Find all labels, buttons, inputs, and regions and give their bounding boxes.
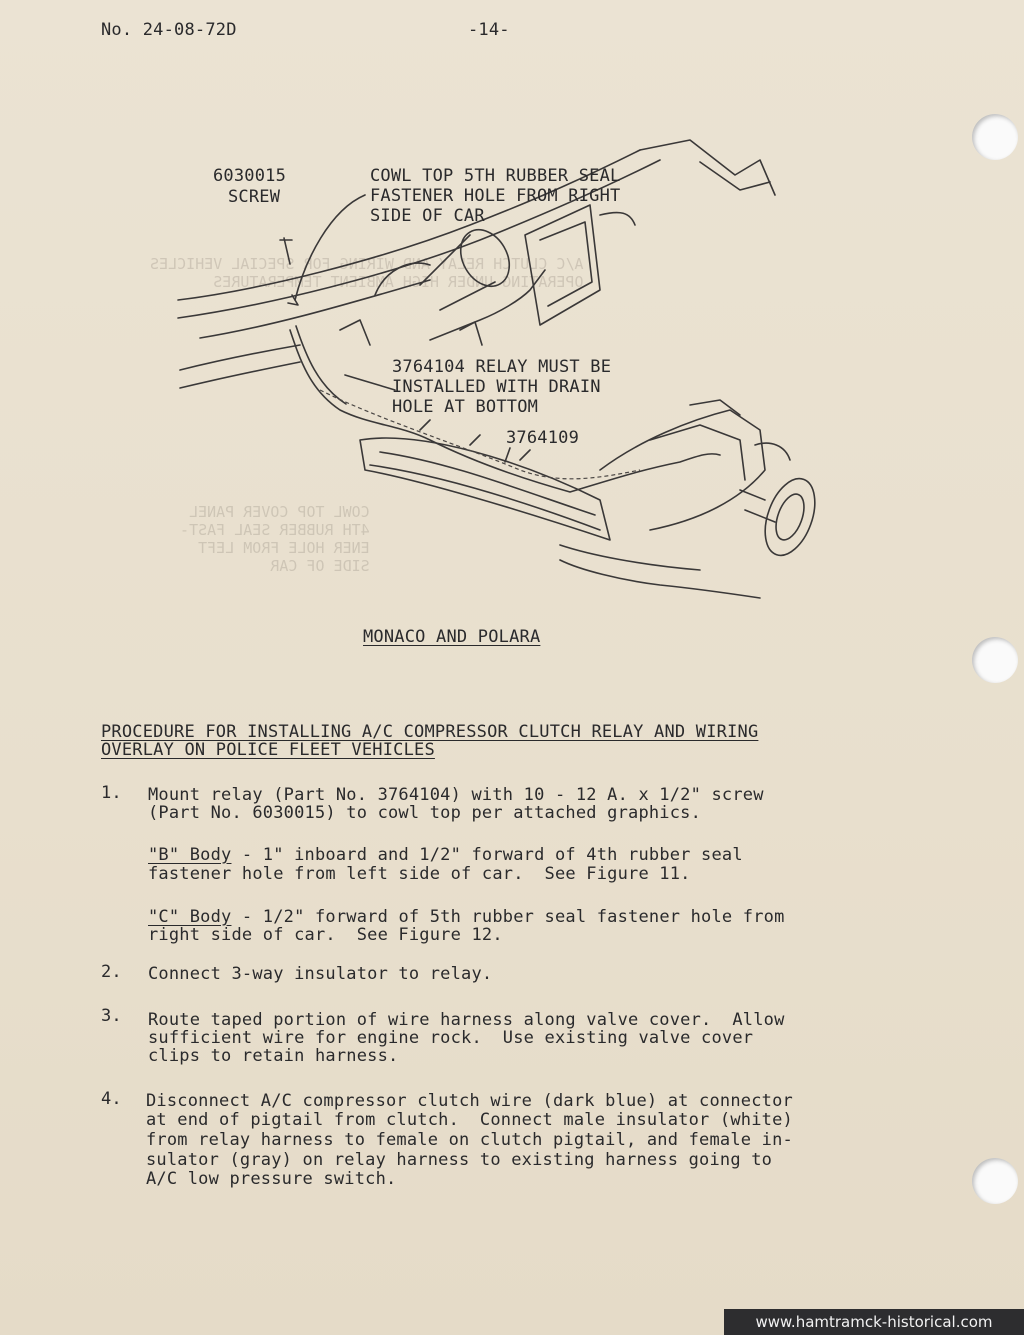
step-text: A/C low pressure switch. — [146, 1169, 397, 1189]
step-number: 4. — [101, 1089, 122, 1109]
source-watermark: www.hamtramck-historical.com — [724, 1309, 1024, 1335]
screw-label: SCREW — [228, 187, 281, 207]
relay-callout-line1: 3764104 RELAY MUST BE — [392, 357, 612, 377]
b-body-text-line2: fastener hole from left side of car. See Figure 11. — [148, 864, 691, 884]
b-body-label: "B" Body — [148, 845, 232, 865]
figure-caption: MONACO AND POLARA — [363, 627, 541, 647]
procedure-heading-line1: PROCEDURE FOR INSTALLING A/C COMPRESSOR CLUTCH RELAY AND WIRING — [101, 722, 759, 742]
b-body-note — [148, 845, 743, 865]
page-number: -14- — [468, 20, 510, 40]
step-text: clips to retain harness. — [148, 1046, 399, 1066]
b-body-text: - 1" inboard and 1/2" forward of 4th rubber seal — [231, 845, 743, 865]
harness-part-label: 3764109 — [506, 428, 580, 448]
procedure-heading-line2: OVERLAY ON POLICE FLEET VEHICLES — [101, 740, 435, 760]
bleed-through-text: A/C CLUTCH RELAY AND WIRING FOR SPECIAL VEHICLES OPERATING UNDER HIGH AMBIENT TEMPERATURES — [150, 255, 584, 291]
relay-callout-line3: HOLE AT BOTTOM — [392, 397, 539, 417]
step-number: 2. — [101, 962, 122, 982]
step-text: Disconnect A/C compressor clutch wire (dark blue) at connector — [146, 1091, 793, 1111]
step-text: Mount relay (Part No. 3764104) with 10 - 12 A. x 1/2" screw — [148, 785, 764, 805]
c-body-text-line2: right side of car. See Figure 12. — [148, 925, 503, 945]
step-text: (Part No. 6030015) to cowl top per attached graphics. — [148, 803, 702, 823]
document-number: No. 24-08-72D — [101, 20, 237, 40]
step-text: Connect 3-way insulator to relay. — [148, 964, 493, 984]
screw-part-label: 6030015 — [213, 166, 287, 186]
c-body-text: - 1/2" forward of 5th rubber seal fastener hole from — [231, 907, 785, 927]
relay-callout-line2: INSTALLED WITH DRAIN — [392, 377, 601, 397]
cowl-callout-line2: FASTENER HOLE FROM RIGHT — [370, 186, 621, 206]
step-number: 1. — [101, 783, 122, 803]
step-number: 3. — [101, 1006, 122, 1026]
step-text: at end of pigtail from clutch. Connect male insulator (white) — [146, 1110, 793, 1130]
cowl-callout-line3: SIDE OF CAR — [370, 206, 485, 226]
step-text: Route taped portion of wire harness along valve cover. Allow — [148, 1010, 785, 1030]
c-body-label: "C" Body — [148, 907, 232, 927]
step-text: from relay harness to female on clutch pigtail, and female in- — [146, 1130, 793, 1150]
bleed-through-text: COWL TOP COVER PANEL 4TH RUBBER SEAL FAST- ENER HOLE FROM LEFT SIDE OF CAR — [180, 503, 370, 575]
step-text: sulator (gray) on relay harness to existing harness going to — [146, 1150, 773, 1170]
cowl-callout-line1: COWL TOP 5TH RUBBER SEAL — [370, 166, 621, 186]
c-body-note — [148, 907, 785, 927]
step-text: sufficient wire for engine rock. Use existing valve cover — [148, 1028, 754, 1048]
